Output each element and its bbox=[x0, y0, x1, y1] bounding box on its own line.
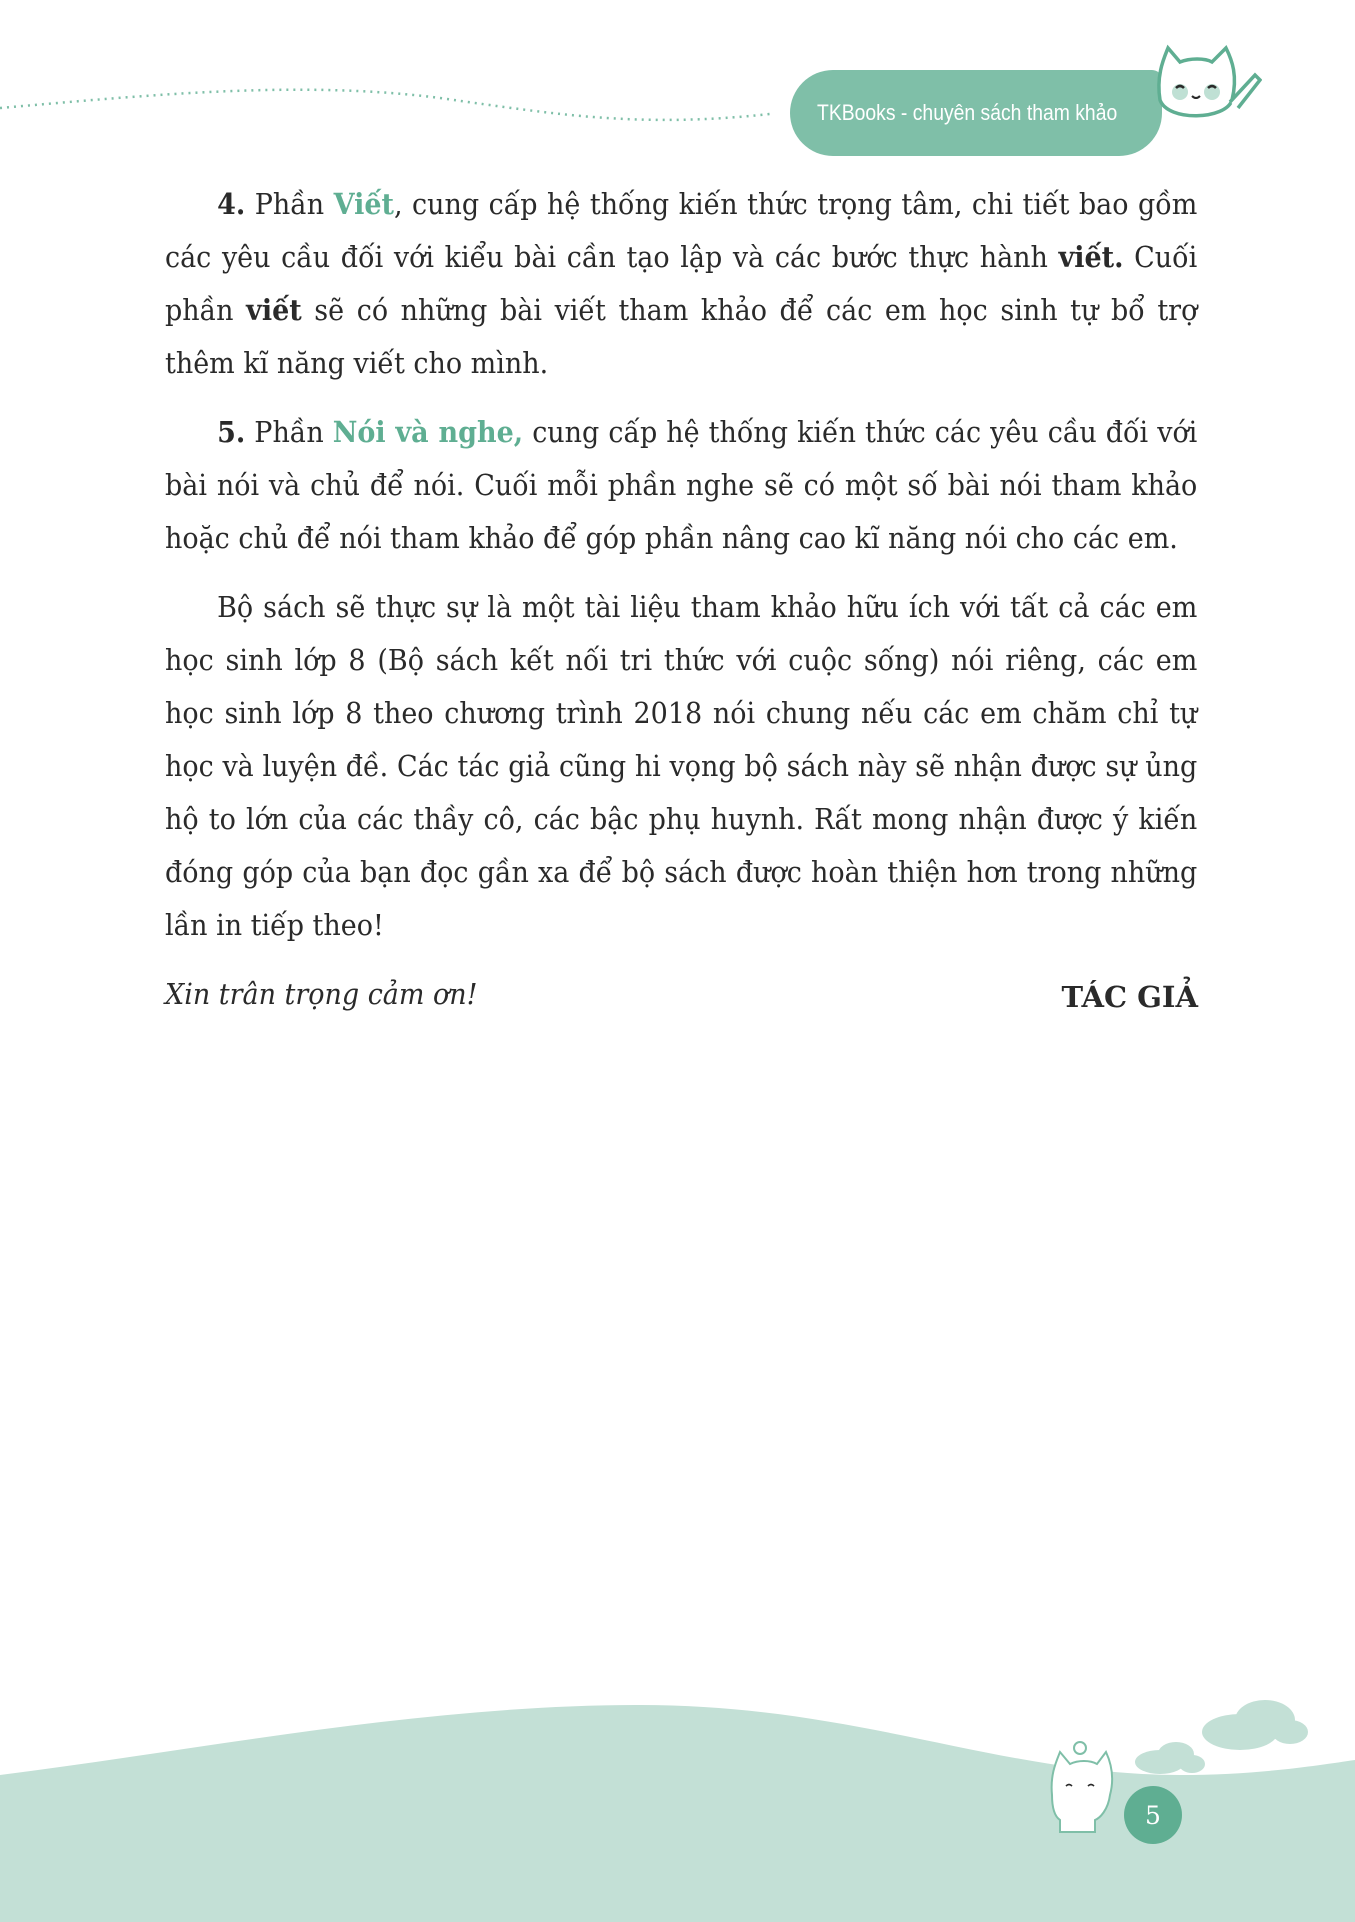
page-number: 5 bbox=[1124, 1786, 1182, 1844]
text: Phần bbox=[254, 187, 325, 221]
text: cung cấp hệ thống kiến thức các yêu cầu đối với bài nói và chủ để nói. Cuối mỗi phần nghe sẽ có một số bài nói tham khảo hoặc chủ để nói tham khảo để góp phần nâng cao kĩ năng nói cho các em. bbox=[165, 415, 1198, 555]
paragraph-summary: Bộ sách sẽ thực sự là một tài liệu tham khảo hữu ích với tất cả các em học sinh lớp 8 (Bộ sách kết nối tri thức với cuộc sống) nói riêng, các em học sinh lớp 8 theo chương trình 2018 nói chung nếu các em chăm chỉ tự học và luyện đề. Các tác giả cũng hi vọng bộ sách này sẽ nhận được sự ủng hộ to lớn của các thầy cô, các bậc phụ huynh. Rất mong nhận được ý kiến đóng góp của bạn đọc gần xa để bộ sách được hoàn thiện hơn trong những lần in tiếp theo! bbox=[165, 590, 1198, 942]
item-number: 4. bbox=[217, 187, 246, 221]
text: Phần bbox=[254, 415, 324, 449]
bold-term: viết bbox=[246, 293, 302, 327]
brand-text: TKBooks - chuyên sách tham khảo bbox=[817, 100, 1118, 125]
text: , cung cấp hệ thống kiến thức trọng tâm, chi tiết bao gồm các yêu cầu đối với kiểu bài cần tạo lập và các bước thực hành bbox=[165, 187, 1198, 274]
item-number: 5. bbox=[217, 415, 246, 449]
text: Cuối phần bbox=[165, 240, 1198, 327]
brand-banner bbox=[790, 70, 1162, 156]
preface-content bbox=[165, 178, 1197, 1021]
cat-mascot-icon bbox=[1150, 40, 1262, 130]
section-name-speaking: Nói và nghe, bbox=[332, 415, 524, 449]
paragraph-writing bbox=[165, 178, 1197, 390]
closing-thanks: Xin trân trọng cảm ơn! bbox=[165, 977, 478, 1011]
text: sẽ có những bài viết tham khảo để các em học sinh tự bổ trợ thêm kĩ năng viết cho mình. bbox=[165, 293, 1198, 380]
paragraph-speaking bbox=[165, 406, 1197, 565]
section-name-writing: Viết bbox=[333, 187, 394, 221]
author-signature: TÁC GIẢ bbox=[1061, 980, 1198, 1014]
cloud-icon bbox=[1135, 1700, 1308, 1774]
bold-term: viết. bbox=[1058, 240, 1124, 274]
